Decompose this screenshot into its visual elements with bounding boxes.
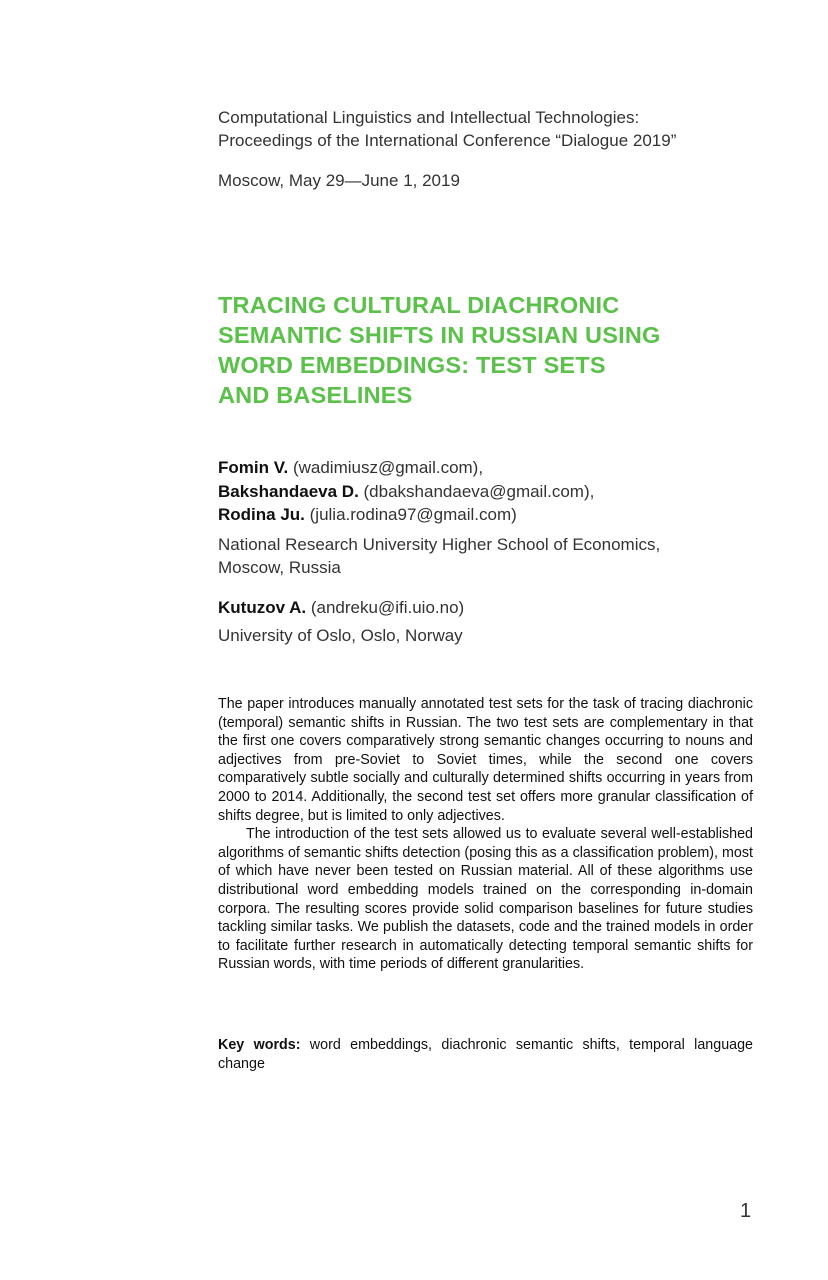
- page-number: 1: [740, 1200, 752, 1222]
- author-entry: [218, 596, 778, 619]
- keywords: [218, 1036, 753, 1073]
- author-name: Fomin V.: [218, 458, 289, 477]
- author-entry: [218, 480, 798, 504]
- title-line: AND BASELINES: [218, 382, 413, 408]
- abstract: [218, 695, 753, 974]
- paper-title: [218, 290, 778, 410]
- author-email: (wadimiusz@gmail.com),: [288, 458, 484, 477]
- author-email: (andreku@ifi.uio.no): [306, 598, 465, 617]
- author-list: [218, 456, 798, 527]
- conference-proceedings: Proceedings of the International Conference “Dialogue 2019”: [218, 131, 677, 150]
- conference-name: Computational Linguistics and Intellectual Technologies:: [218, 108, 640, 127]
- author-name: Rodina Ju.: [218, 505, 305, 524]
- author-name: Bakshandaeva D.: [218, 481, 359, 501]
- affiliation-line: Moscow, Russia: [218, 558, 341, 577]
- title-line: WORD EMBEDDINGS: TEST SETS: [218, 352, 606, 378]
- title-line: TRACING CULTURAL DIACHRONIC: [218, 292, 620, 318]
- keywords-text: word embeddings, diachronic semantic shifts, temporal language change: [218, 1037, 753, 1072]
- author-entry: [218, 503, 798, 527]
- affiliation-hse: [218, 533, 778, 579]
- author-entry: [218, 456, 798, 480]
- abstract-paragraph: The paper introduces manually annotated test sets for the task of tracing diachronic (temporal) semantic shifts in Russian. The two test sets are complementary in that the first one covers comparatively strong semantic changes occurring to nouns and adjectives from pre-Soviet to Soviet times, while the second one covers comparatively subtle socially and culturally determined shifts occurring in years from 2000 to 2014. Additionally, the second test set offers more granular classification of shifts degree, but is limited to only adjectives.: [218, 696, 753, 824]
- title-line: SEMANTIC SHIFTS IN RUSSIAN USING: [218, 322, 661, 348]
- conference-dates: Moscow, May 29—June 1, 2019: [218, 171, 460, 190]
- author-name: Kutuzov A.: [218, 598, 307, 617]
- abstract-paragraph: The introduction of the test sets allowed us to evaluate several well-established algorithms of semantic shifts detection (posing this as a classification problem), most of which have never been tested on Russian material. All of these algorithms use distributional word embedding models trained on the corresponding in-domain corpora. The resulting scores provide solid comparison baselines for future studies tackling similar tasks. We publish the datasets, code and the trained models in order to facilitate further research in automatically detecting temporal semantic shifts for Russian words, with time periods of different granularities.: [218, 826, 753, 973]
- keywords-label: Key words:: [218, 1037, 301, 1053]
- affiliation-oslo: University of Oslo, Oslo, Norway: [218, 626, 463, 645]
- affiliation-line: National Research University Higher School of Economics,: [218, 535, 661, 554]
- author-email: (julia.rodina97@gmail.com): [304, 505, 517, 524]
- conference-header: [218, 106, 778, 152]
- author-email: (dbakshandaeva@gmail.com),: [358, 481, 595, 501]
